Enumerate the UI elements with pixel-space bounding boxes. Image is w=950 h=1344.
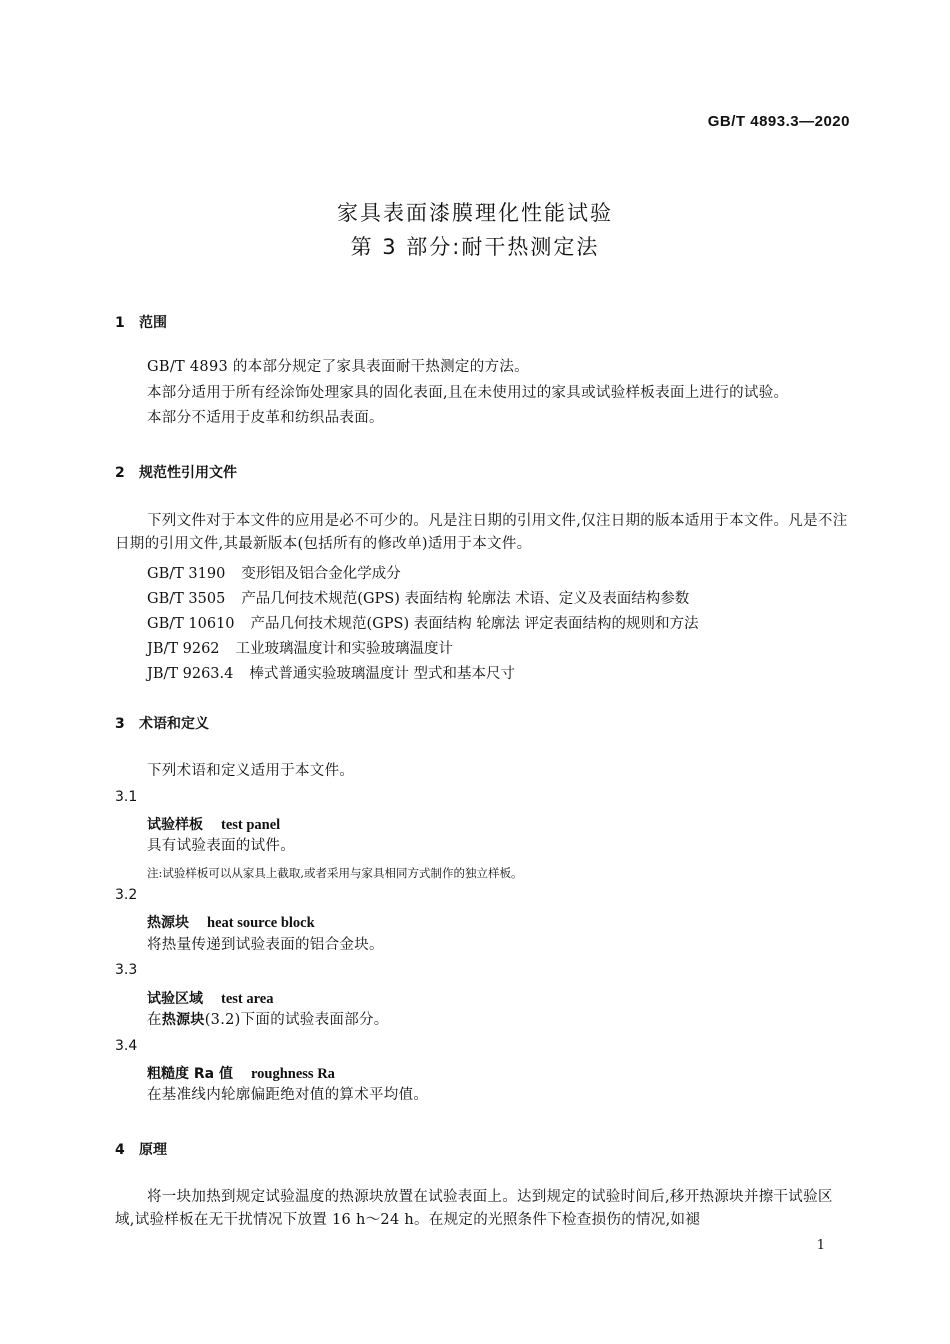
reference-item [147, 562, 417, 583]
section-title: 规范性引用文件 [139, 465, 237, 481]
reference-item [147, 587, 705, 608]
reference-code: GB/T 3505 [147, 591, 226, 607]
section-1-heading [115, 312, 167, 332]
section-2-heading [115, 462, 237, 482]
reference-title: 产品几何技术规范(GPS) 表面结构 轮廓法 术语、定义及表面结构参数 [241, 591, 690, 607]
term-number: 3.3 [115, 962, 138, 978]
reference-title: 工业玻璃温度计和实验玻璃温度计 [235, 641, 454, 657]
term-heading [147, 912, 315, 932]
reference-title: 变形铝及铝合金化学成分 [241, 566, 401, 582]
section-title: 范围 [139, 315, 167, 331]
standard-code: GB/T 4893.3—2020 [707, 113, 850, 130]
term-heading [147, 1063, 335, 1083]
section-number: 2 [115, 465, 125, 481]
definition-text: (3.2)下面的试验表面部分。 [204, 1012, 389, 1028]
reference-code: GB/T 3190 [147, 566, 226, 582]
section-number: 3 [115, 716, 125, 732]
reference-code: JB/T 9263.4 [147, 666, 234, 682]
section-4-heading [115, 1139, 167, 1159]
page-number: 1 [816, 1238, 825, 1253]
reference-code: GB/T 10610 [147, 616, 235, 632]
paragraph: 本部分不适用于皮革和纺织品表面。 [147, 410, 384, 426]
term-english: heat source block [207, 915, 315, 931]
term-chinese: 热源块 [147, 915, 189, 931]
term-chinese: 试验区域 [147, 991, 203, 1007]
term-english: test area [221, 991, 274, 1007]
reference-item [147, 662, 531, 683]
term-heading [147, 814, 280, 834]
document-title: 家具表面漆膜理化性能试验 [337, 201, 613, 225]
term-note: 注:试验样板可以从家具上截取,或者采用与家具相同方式制作的独立样板。 [147, 866, 523, 880]
term-english: roughness Ra [250, 1066, 335, 1082]
section-number: 1 [115, 315, 125, 331]
term-definition: 具有试验表面的试件。 [147, 838, 295, 854]
term-definition: 将热量传递到试验表面的铝合金块。 [147, 937, 384, 953]
term-chinese: 粗糙度 Ra 值 [147, 1066, 233, 1082]
paragraph: 下列术语和定义适用于本文件。 [147, 763, 355, 779]
reference-title: 产品几何技术规范(GPS) 表面结构 轮廓法 评定表面结构的规则和方法 [250, 616, 699, 632]
term-chinese: 试验样板 [147, 817, 203, 833]
term-reference: 热源块 [161, 1012, 205, 1028]
term-number: 3.4 [115, 1038, 138, 1054]
term-number: 3.2 [115, 887, 138, 903]
section-title: 术语和定义 [139, 716, 209, 732]
paragraph: 将一块加热到规定试验温度的热源块放置在试验表面上。达到规定的试验时间后,移开热源块并擦干试验区域,试验样板在无干扰情况下放置 16 h～24 h。在规定的光照条件下检查损伤的情况,如褪 [115, 1189, 833, 1228]
paragraph: GB/T 4893 的本部分规定了家具表面耐干热测定的方法。 [147, 359, 529, 375]
paragraph: 本部分适用于所有经涂饰处理家具的固化表面,且在未使用过的家具或试验样板表面上进行的试验。 [147, 385, 789, 401]
term-english: test panel [221, 817, 281, 833]
definition-text: 在 [147, 1012, 162, 1028]
term-definition [147, 1013, 389, 1028]
section-number: 4 [115, 1142, 125, 1158]
reference-code: JB/T 9262 [147, 641, 220, 657]
reference-item [147, 637, 469, 658]
section-title: 原理 [139, 1142, 167, 1158]
paragraph: 下列文件对于本文件的应用是必不可少的。凡是注日期的引用文件,仅注日期的版本适用于本文件。凡是不注日期的引用文件,其最新版本(包括所有的修改单)适用于本文件。 [115, 513, 848, 552]
term-definition: 在基准线内轮廓偏距绝对值的算术平均值。 [147, 1087, 429, 1103]
reference-title: 棒式普通实验玻璃温度计 型式和基本尺寸 [249, 666, 515, 682]
document-subtitle: 第 3 部分:耐干热测定法 [350, 235, 600, 259]
reference-item [147, 612, 714, 633]
term-number: 3.1 [115, 789, 138, 805]
section-3-heading [115, 713, 209, 733]
term-heading [147, 988, 273, 1008]
